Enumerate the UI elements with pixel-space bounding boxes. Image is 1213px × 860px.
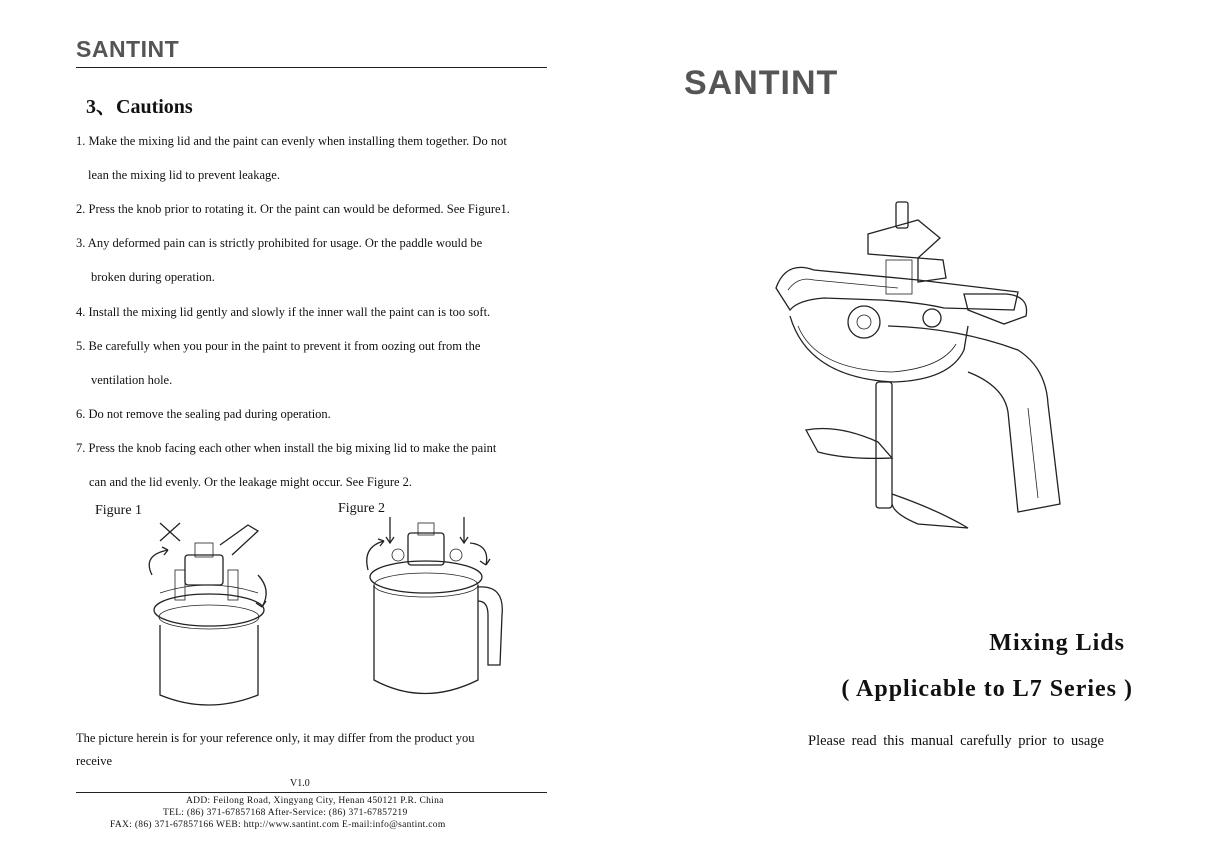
version-label: V1.0 bbox=[290, 778, 310, 789]
caution-item-2: 2. Press the knob prior to rotating it. Or the paint can would be deformed. See Figure1. bbox=[76, 202, 510, 216]
mixing-lid-illustration bbox=[768, 198, 1088, 530]
caution-item-3-cont: broken during operation. bbox=[91, 270, 215, 284]
section-heading: 3、Cautions bbox=[86, 96, 193, 118]
footer-divider bbox=[76, 792, 547, 793]
caution-item-1-cont: lean the mixing lid to prevent leakage. bbox=[88, 168, 280, 182]
caution-item-7: 7. Press the knob facing each other when install the big mixing lid to make the paint bbox=[76, 441, 497, 455]
caution-item-4: 4. Install the mixing lid gently and slowly if the inner wall the paint can is too soft. bbox=[76, 305, 491, 319]
footer-address: ADD: Feilong Road, Xingyang City, Henan 450121 P.R. China bbox=[186, 796, 444, 806]
footer-tel: TEL: (86) 371-67857168 After-Service: (86) 371-67857219 bbox=[163, 808, 408, 818]
caution-item-1: 1. Make the mixing lid and the paint can evenly when installing them together. Do not bbox=[76, 134, 507, 148]
reference-note-line2: receive bbox=[76, 754, 113, 768]
footer-fax-web-email: FAX: (86) 371-67857166 WEB: http://www.santint.com E-mail:info@santint.com bbox=[110, 820, 446, 830]
caution-item-6: 6. Do not remove the sealing pad during operation. bbox=[76, 407, 331, 421]
figure2-illustration bbox=[360, 515, 510, 715]
reference-note-line1: The picture herein is for your reference only, it may differ from the product you bbox=[76, 731, 475, 745]
figure1-label: Figure 1 bbox=[95, 503, 143, 518]
product-title: Mixing Lids bbox=[989, 630, 1125, 656]
santint-logo-small: SANTINT bbox=[76, 36, 180, 62]
caution-item-5-cont: ventilation hole. bbox=[91, 373, 173, 387]
read-manual-instruction: Please read this manual carefully prior to usage bbox=[808, 733, 1104, 749]
figure1-illustration bbox=[140, 515, 290, 730]
product-subtitle: ( Applicable to L7 Series ) bbox=[841, 676, 1133, 702]
santint-logo-large: SANTINT bbox=[684, 64, 839, 102]
caution-item-5: 5. Be carefully when you pour in the paint to prevent it from oozing out from the bbox=[76, 339, 481, 353]
figure2-label: Figure 2 bbox=[338, 501, 386, 516]
caution-item-3: 3. Any deformed pain can is strictly prohibited for usage. Or the paddle would be bbox=[76, 236, 483, 250]
caution-item-7-cont: can and the lid evenly. Or the leakage might occur. See Figure 2. bbox=[89, 475, 413, 489]
header-divider bbox=[76, 67, 547, 68]
